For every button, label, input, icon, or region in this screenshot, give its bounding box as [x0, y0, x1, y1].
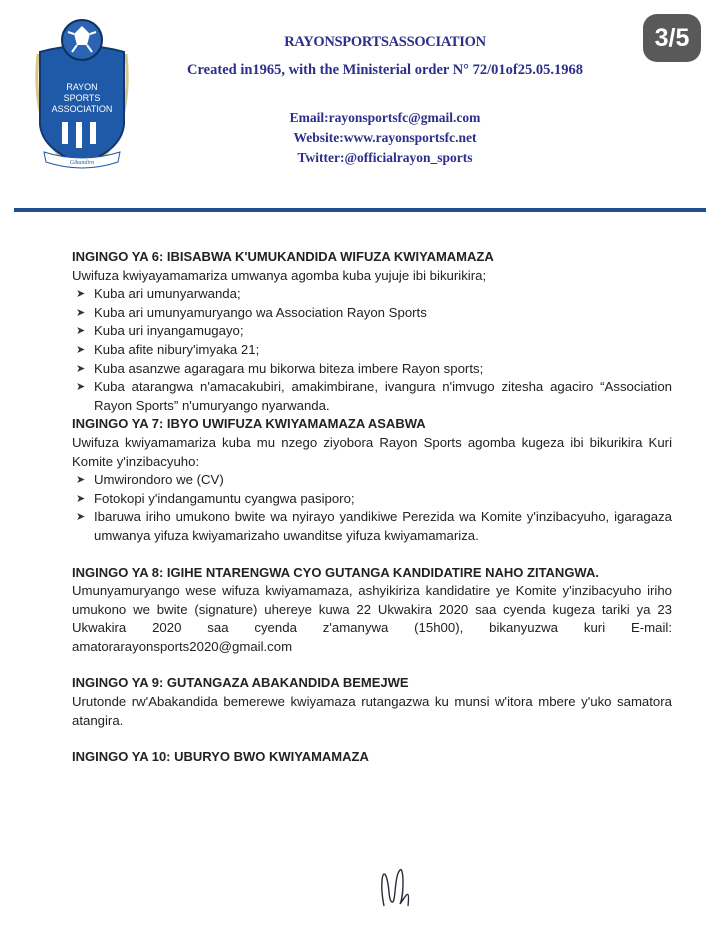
arrow-bullet-icon: ➤: [76, 381, 86, 394]
section-9-heading: INGINGO YA 9: GUTANGAZA ABAKANDIDA BEMEJWE: [72, 675, 409, 691]
website-line: Website:www.rayonsportsfc.net: [293, 130, 477, 145]
section-8-heading: INGINGO YA 8: IGIHE NTARENGWA CYO GUTANGA KANDIDATIRE NAHO ZITANGWA.: [72, 564, 599, 580]
section-7-intro: Uwifuza kwiyamamariza kuba mu nzego ziyobora Rayon Sports agomba kugeza ibi bikurikira Kuri Komite y'inzibacyuho:: [72, 434, 672, 469]
list-item: ➤ Umwirondoro we (CV): [72, 471, 672, 490]
header-divider: [14, 208, 706, 212]
arrow-bullet-icon: ➤: [76, 288, 86, 301]
section-8-body: Umunyamuryango wese wifuza kwiyamamaza, ashyikiriza kandidatire ye Komite y'inzibacyuho iriho umukono we bwite (signature) uhereye kuwa 22 Ukwakira 2020 saa cyenda kugeza tariki ya 23 Ukwakira 2020 saa cyenda z'amanywa (15h00), bikanyuzwa kuri E-mail: amatorarayonsports2020@gmail.com: [72, 583, 672, 654]
logo-motto: Gikundiro: [69, 160, 95, 166]
arrow-bullet-icon: ➤: [76, 492, 86, 505]
section-6-intro: Uwifuza kwiyayamamariza umwanya agomba kuba yujuje ibi bikurikira;: [72, 267, 487, 283]
page-counter-badge: 3/5: [643, 14, 701, 62]
org-name: RAYONSPORTSASSOCIATION: [284, 34, 486, 50]
email-line: Email:rayonsportsfc@gmail.com: [289, 110, 481, 125]
list-item: ➤ Kuba afite nibury'imyaka 21;: [72, 341, 672, 360]
section-9-body: Urutonde rw'Abakandida bemerewe kwiyamaza rutangazwa ku munsi w'itora mbere y'uko samatora atangira.: [72, 694, 672, 728]
list-item: ➤ Fotokopi y'indangamuntu cyangwa pasiporo;: [72, 490, 672, 509]
logo-line-3: ASSOCIATION: [51, 104, 113, 114]
handwritten-signature: [376, 856, 416, 916]
arrow-bullet-icon: ➤: [76, 362, 86, 375]
section-6-heading: INGINGO YA 6: IBISABWA K'UMUKANDIDA WIFUZA KWIYAMAMAZA: [72, 249, 494, 264]
list-item: ➤ Kuba ari umunyamuryango wa Association Rayon Sports: [72, 304, 672, 323]
list-item: ➤ Kuba atarangwa n'amacakubiri, amakimbirane, ivangura n'imvugo zitesha agaciro “Association Rayon Sports” n'umuryango nyarwanda.: [76, 379, 672, 413]
logo-line-2: SPORTS: [63, 93, 101, 103]
logo-line-1: RAYON: [66, 82, 98, 92]
arrow-bullet-icon: ➤: [76, 511, 86, 524]
arrow-bullet-icon: ➤: [76, 325, 86, 338]
twitter-line: Twitter:@officialrayon_sports: [297, 150, 473, 165]
document-body: [72, 248, 672, 767]
arrow-bullet-icon: ➤: [76, 343, 86, 356]
arrow-bullet-icon: ➤: [76, 306, 86, 319]
section-7-list: [72, 471, 672, 545]
section-10-heading: INGINGO YA 10: UBURYO BWO KWIYAMAMAZA: [72, 749, 369, 765]
arrow-bullet-icon: ➤: [76, 474, 86, 487]
list-item: ➤ Kuba asanzwe agaragara mu bikorwa biteza imbere Rayon sports;: [72, 360, 672, 379]
section-6-list: [72, 285, 672, 415]
rayon-sports-logo: [32, 14, 132, 174]
section-7-heading: INGINGO YA 7: IBYO UWIFUZA KWIYAMAMAZA ASABWA: [72, 416, 426, 432]
list-item: ➤ Kuba uri inyangamugayo;: [72, 322, 672, 341]
list-item: ➤ Ibaruwa iriho umukono bwite wa nyirayo yandikiwe Perezida wa Komite y'inzibacyuho, igaragaza umwanya yifuza kwiyamarizaho uwanditse yifuza kwiyamamariza.: [76, 509, 672, 543]
list-item: ➤ Kuba ari umunyarwanda;: [72, 285, 672, 304]
created-line: Created in1965, with the Ministerial order N° 72/01of25.05.1968: [187, 62, 583, 78]
